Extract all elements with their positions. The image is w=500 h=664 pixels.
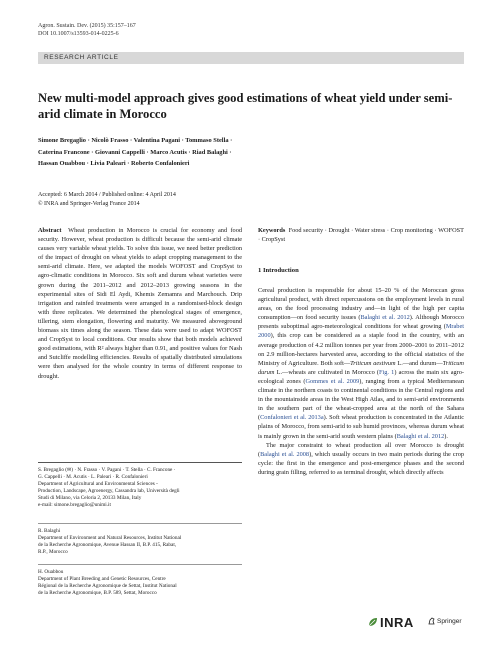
citation-link[interactable]: Balaghi et al. 2012 — [396, 432, 445, 440]
journal-header — [38, 22, 136, 38]
citation-link[interactable]: Balaghi et al. 2008 — [260, 450, 310, 458]
keywords-heading: Keywords — [258, 227, 286, 234]
figure-link[interactable]: Fig. 1 — [379, 368, 395, 376]
section-label: RESEARCH ARTICLE — [44, 54, 119, 61]
author-line: Simone Bregaglio · Nicolò Frasso · Valentina Pagani · Tommaso Stella · — [38, 137, 233, 144]
accepted-date: Accepted: 6 March 2014 / Published online: 4 April 2014 — [38, 192, 176, 198]
keywords-text: Food security · Drought · Water stress · Crop monitoring · WOFOST · CropSyst — [258, 227, 464, 244]
author-line: Caterina Francone · Giovanni Cappelli · Marco Acutis · Riad Balaghi · — [38, 148, 232, 156]
citation-link[interactable]: Confalonieri et al. 2013a — [260, 414, 324, 422]
copyright-line: © INRA and Springer-Verlag France 2014 — [38, 201, 140, 207]
inra-wordmark: INRA — [380, 614, 414, 630]
journal-doi: DOI 10.1007/s13593-014-0225-6 — [38, 31, 119, 37]
abstract-heading: Abstract — [38, 227, 62, 234]
introduction-heading: 1 Introduction — [258, 267, 299, 274]
springer-wordmark: Springer — [437, 617, 462, 625]
affiliation-divider — [38, 564, 242, 565]
affiliation-3: H. Ouabbou Department of Plant Breeding and Genetic Resources, Centre Régional de la Recherche Agronomique de Settat, Institut National de la Recherche Agronomique, B.P. 589, Settat, Morocco — [38, 569, 177, 596]
author-list — [38, 135, 468, 170]
footnote-divider — [38, 462, 242, 463]
email-link[interactable]: e-mail: simone.bregaglio@unimi.it — [38, 502, 111, 508]
keywords — [258, 226, 464, 244]
inra-leaf-icon — [368, 617, 378, 627]
citation-link[interactable]: Gommes et al. 2009 — [305, 377, 360, 385]
intro-paragraph-2: The major constraint to wheat production all over Morocco is drought (Balaghi et al. 2008), which usually occurs in two main periods during the crop cycle: the first in the emergence and post-emergence phases and the second during grain filling, referred to as terminal drought, which directly affects — [258, 441, 464, 476]
springer-horse-icon — [428, 617, 435, 625]
section-banner — [38, 52, 464, 64]
author-line: Hassan Ouabbou · Livia Paleari · Roberto Confalonieri — [38, 160, 190, 167]
article-title: New multi-model approach gives good estimations of wheat yield under semi-arid climate in Morocco — [38, 91, 453, 121]
abstract-text: Wheat production in Morocco is crucial for economy and food security. However, wheat production is difficult because the semi-arid climate causes very variable wheat yields. To solve this issue, we need better prediction of the impact of drought on wheat yields to adapt cropping management to the semi-arid climate. Here, we adapted the models WOFOST and CropSyst to agro-climatic conditions in Morocco. Six soft and durum wheat varieties were grown during the 2011–2012 and 2012–2013 growing seasons in the experimental sites of Sidi El Aydi, Khemis Zemamra and Marchouch. Drip irrigation and rainfed treatments were arranged in a randomised-block design with three replicates. We determined the phenological stages of emergence, tillering, stem elongation, flowering and maturity. We measured aboveground biomass six times along the season. These data were used to adapt WOFOST and CropSyst to local conditions. Our results show that both models achieved good estimations, with R² always higher than 0.91, and positive values for Nash and Sutcliffe modelling efficiencies. Results of spatially distributed simulations were then analysed for the whole country in terms of different response to drought. — [38, 227, 242, 380]
affiliation-divider — [38, 523, 242, 524]
springer-logo — [428, 617, 462, 625]
intro-paragraph-1: Cereal production is responsible for about 15–20 % of the Moroccan gross agricultural product, with direct repercussions on the employment levels in rural areas, on the food processing industry and—in light of the high per capita consumption—on food security issues (Balaghi et al. 2012). Although Morocco presents suboptimal agro-meteorological conditions for wheat growing (Mrabet 2000), this crop can be considered as a staple food in the country, with an average production of 4.2 million tonnes per year from 2000–2001 to 2011–2012 on 2.9 million-hectares harvested area, according to the official statistics of the Ministry of Agriculture. Both soft—Triticum aestivum L.—and durum—Triticum durum L.—wheats are cultivated in Morocco (Fig. 1) across the main six agro-ecological zones (Gommes et al. 2009), ranging from a typical Mediterranean climate in the northern coasts to continental conditions in the Central regions and in the mountainside areas in the West High Atlas, and to semi-arid environments in the southern part of the wheat-cropped area at the north of the Sahara (Confalonieri et al. 2013a). Soft wheat production is concentrated in the Atlantic plains of Morocco, from semi-arid to sub humid provinces, whereas durum wheat is mainly grown in the semi-arid south western plains (Balaghi et al. 2012). — [258, 287, 465, 440]
inra-logo — [368, 615, 414, 629]
citation-link[interactable]: Mrabet 2000 — [258, 323, 464, 340]
abstract — [38, 226, 242, 381]
affiliation-2: R. Balaghi Department of Environment and Natural Resources, Institut National de la Recherche Agronomique, Avenue Hassan II, B.P. 415, Rabat, R.P., Morocco — [38, 528, 182, 555]
citation-link[interactable]: Balaghi et al. 2012 — [360, 314, 410, 322]
publication-dates — [38, 191, 176, 209]
journal-citation: Agron. Sustain. Dev. (2015) 35:157–167 — [38, 23, 136, 29]
introduction-body — [258, 286, 464, 477]
affiliation-1: S. Bregaglio (✉) · N. Frasso · V. Pagani · T. Stella · C. Francone · G. Cappelli · M. Acutis · L. Paleari · R. Confalonieri Department of Agricultural and Environmental Sciences - Production, Landscape, Agroenergy, Cassandra lab, Università degli Studi di Milano, via Celoria 2, 20133 Milan, Italy e-mail: simone.bregaglio@unimi.it — [38, 467, 242, 509]
